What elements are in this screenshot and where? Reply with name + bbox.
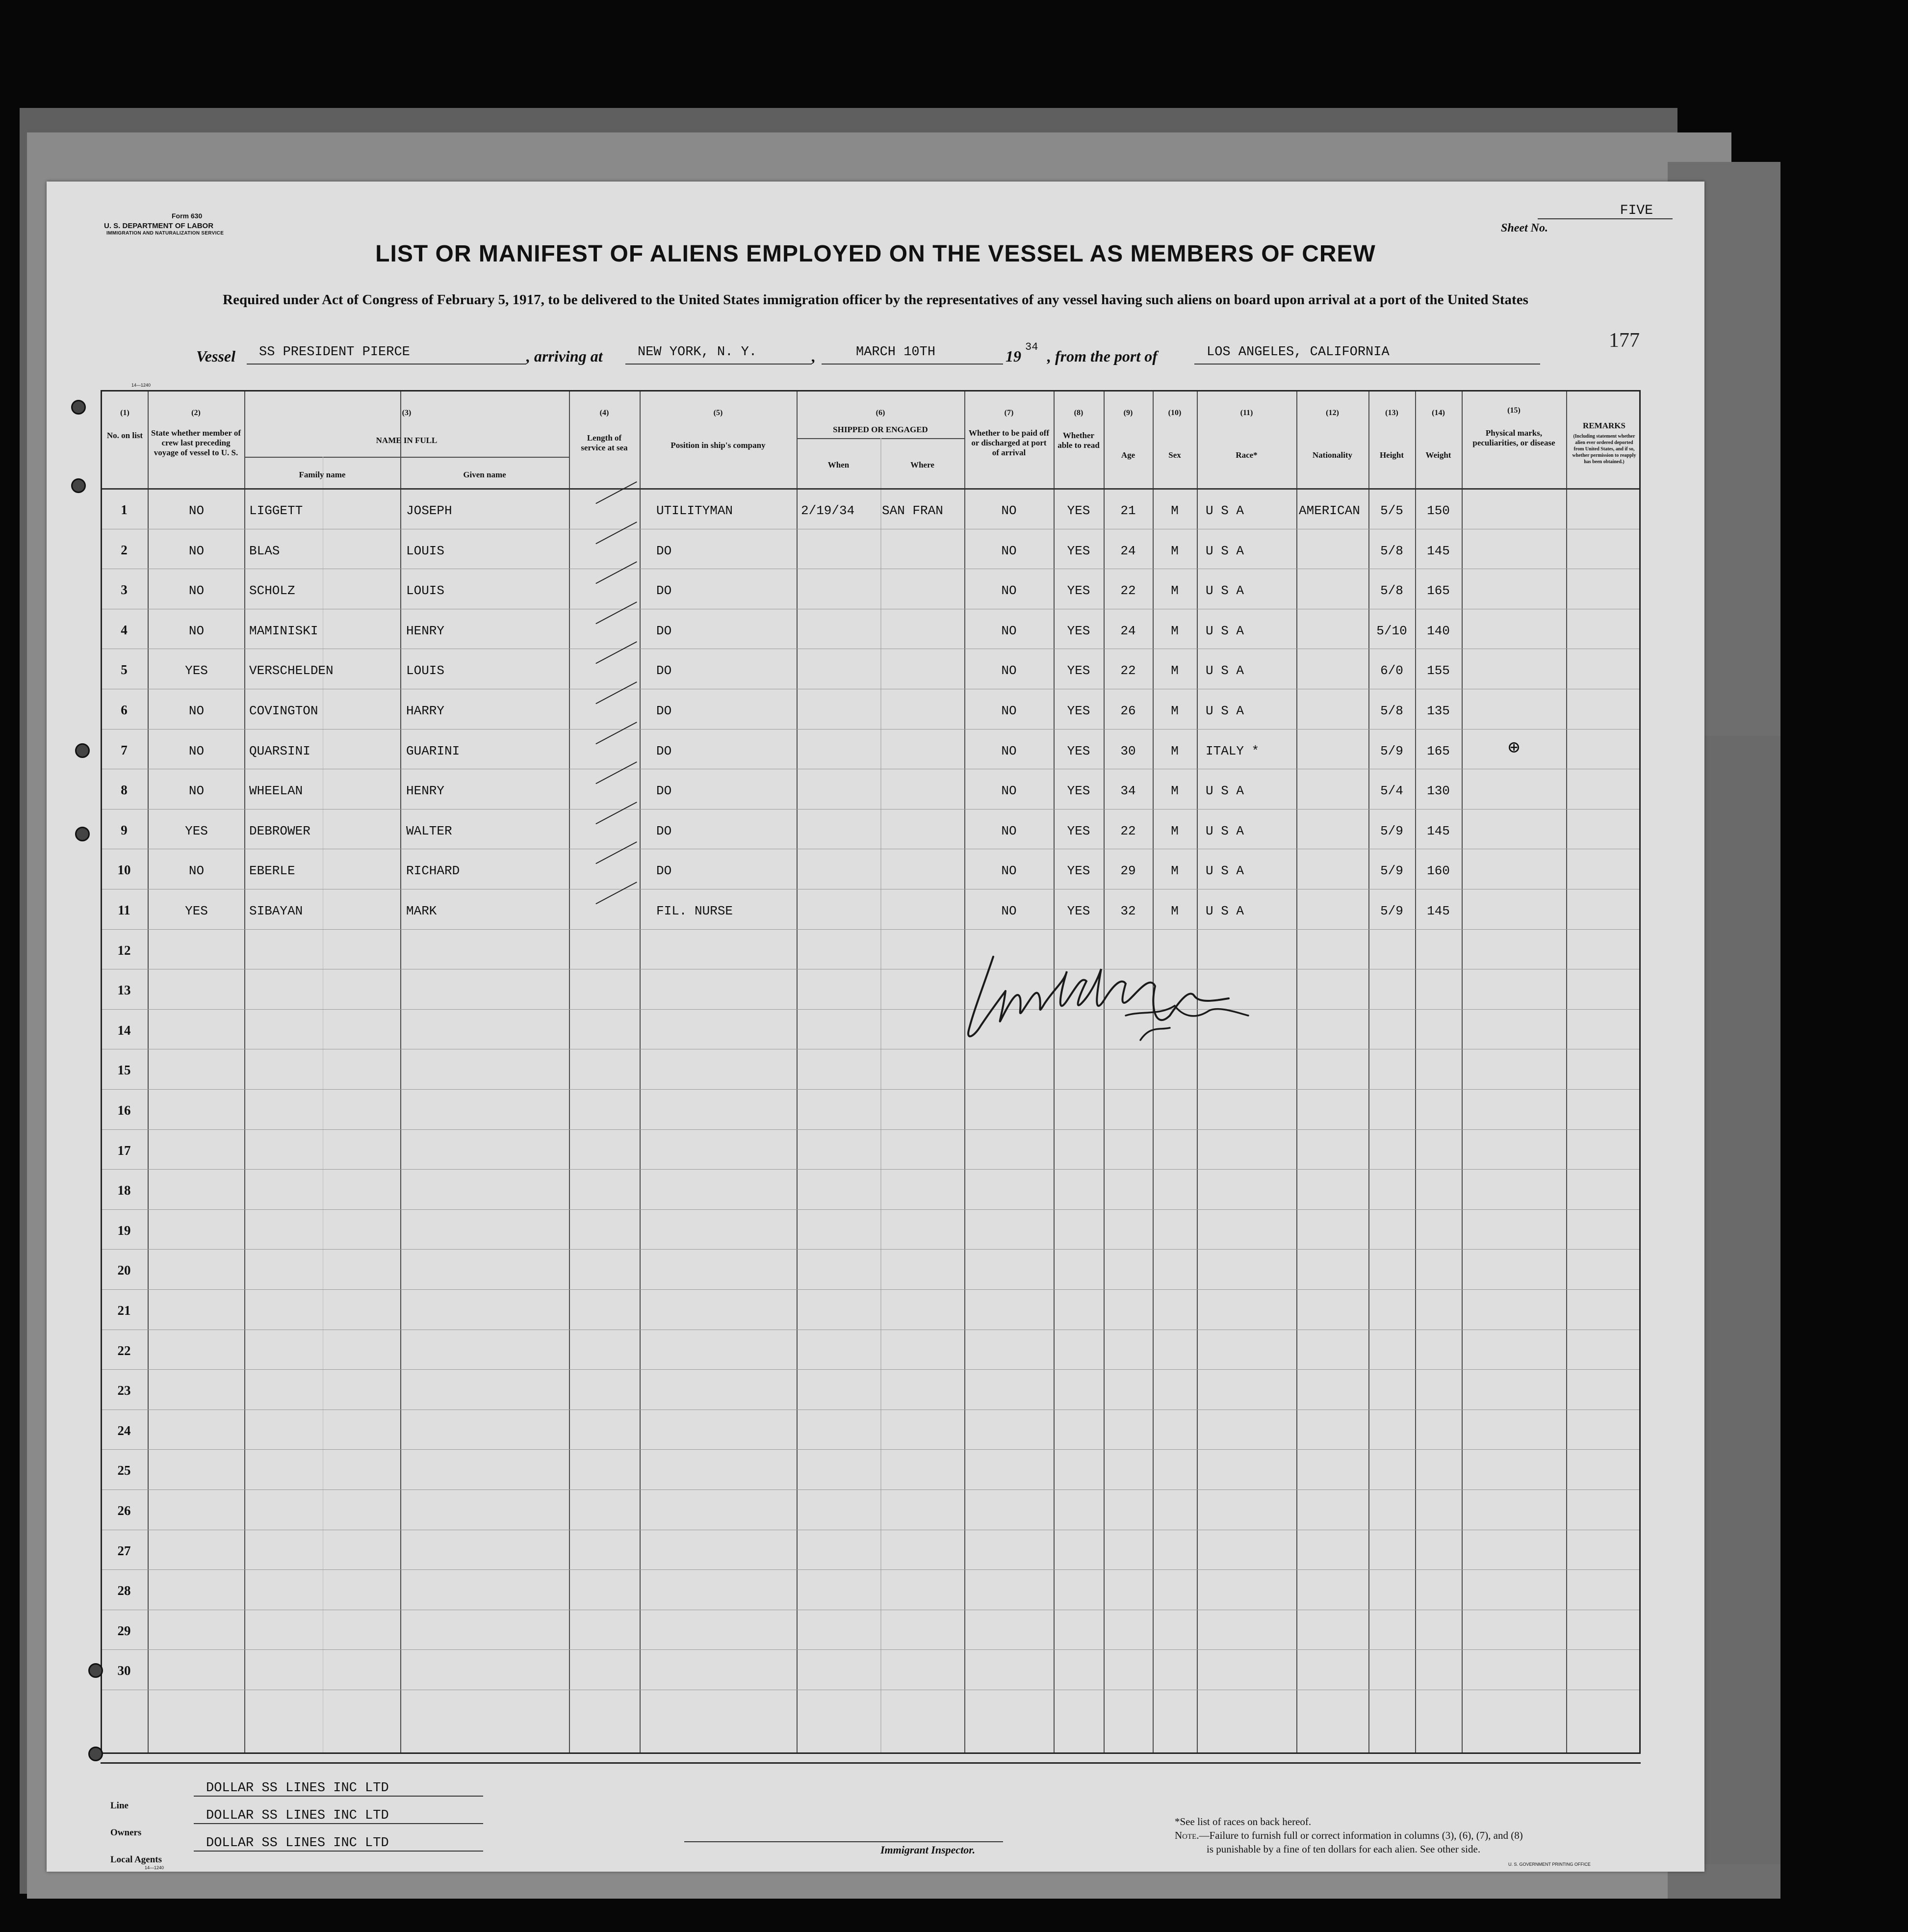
cell-paid: NO <box>1001 743 1017 758</box>
row-number: 28 <box>117 1583 131 1598</box>
col-header-sex: Sex <box>1168 450 1181 460</box>
table-row <box>102 1129 1639 1170</box>
col-header-when: When <box>827 460 850 470</box>
cell-given: LOUIS <box>406 583 445 599</box>
table-row <box>102 1410 1639 1450</box>
table-row <box>102 1089 1639 1129</box>
sheet-number-value: FIVE <box>1538 203 1673 219</box>
cell-sex: M <box>1171 623 1179 638</box>
cell-position: DO <box>656 823 672 838</box>
cell-race: U S A <box>1206 823 1244 838</box>
table-row <box>102 529 1639 569</box>
table-row <box>102 809 1639 849</box>
cell-prev: YES <box>185 904 208 918</box>
arrival-date: MARCH 10TH <box>822 345 1003 365</box>
cell-weight: 160 <box>1427 863 1450 879</box>
cell-read: YES <box>1067 743 1090 758</box>
cell-weight: 155 <box>1427 663 1450 679</box>
cell-given: GUARINI <box>406 743 460 758</box>
cell-age: 30 <box>1120 743 1136 758</box>
cell-height: 5/8 <box>1380 704 1403 718</box>
col-header-name: NAME IN FULL <box>376 436 438 445</box>
cell-height: 5/10 <box>1376 623 1407 638</box>
agents-value: DOLLAR SS LINES INC LTD <box>194 1836 483 1852</box>
page-number: 177 <box>1609 329 1640 352</box>
row-number: 15 <box>117 1063 131 1078</box>
col-header-length-of-service: Length of service at sea <box>581 433 628 452</box>
cell-paid: NO <box>1001 543 1017 558</box>
cell-race: U S A <box>1206 543 1244 558</box>
crew-table: 14—1240 (1) No. on list (2) State whether member of crew last preceding voyage of vessel to U. S. (3) NAME IN FULL Family name Given name (4) Length of service at sea (5) Position in ship's company (6) SHIPPED OR ENGAGED When Where (7) Whether to be paid off or discharged at port of arrival (8) Whether able to read (9) Age (10) Sex (11) Race* (12) Nationality (13) Height (14) Weight (15) Physical marks, peculiarities, or disease REMARKS (Including statement whether alien ever ordered deported from United States, and if so, whether permission to reapply has been obtained.) 1 NO LIGGETT JOSEPH UTILITYMAN 2/19/34 SAN FRAN NO YES 21 M U S A AMERICAN 5/5 150 2 NO BLAS LOUIS DO NO YES 24 M U S A 5/8 145 3 NO SCHOLZ LOUIS DO NO YES 22 M U S A 5/8 165 4 NO MAMINISKI HENRY DO NO YES 24 M U S A 5/10 140 5 YES VERSCHELDEN LOUIS DO NO YES 22 M U S A 6/0 155 6 NO COVINGTON HARRY DO NO YES 26 M U S A 5/8 135 7 NO QUARSINI GUARINI DO NO YES 30 M ITALY * 5/9 165 ⊕ 8 NO WHEELAN HENRY DO NO YES 34 M U S A 5/4 130 9 YES DEBROWER WALTER DO NO YES 22 M U S A 5/9 145 10 NO EBERLE RICHARD DO NO YES 29 M U S A 5/9 160 11 YES SIBAYAN MARK FIL. NURSE NO YES 32 M U S A 5/9 145 12 13 14 15 16 17 18 19 20 21 22 23 24 25 26 27 28 29 30 <box>101 390 1641 1754</box>
row-number: 14 <box>117 1022 131 1038</box>
table-row <box>102 1009 1639 1049</box>
cell-position: FIL. NURSE <box>656 904 733 918</box>
cell-nationality: AMERICAN <box>1299 503 1360 518</box>
table-row <box>102 1249 1639 1289</box>
cell-prev: NO <box>188 503 205 518</box>
line-label: Line <box>110 1801 129 1811</box>
cell-family: SIBAYAN <box>249 904 303 918</box>
row-number: 24 <box>117 1423 131 1438</box>
col-header-where: Where <box>910 460 934 470</box>
cell-weight: 130 <box>1427 783 1450 799</box>
table-row <box>102 1169 1639 1209</box>
sheet-number-label: Sheet No. <box>1501 222 1548 235</box>
row-number: 5 <box>121 662 128 678</box>
col-header-weight: Weight <box>1425 450 1451 460</box>
table-row <box>102 1289 1639 1330</box>
col-header-able-to-read: Whether able to read <box>1057 431 1100 450</box>
table-row <box>102 849 1639 889</box>
col-header-height: Height <box>1379 450 1404 460</box>
arriving-port: NEW YORK, N. Y. <box>625 345 812 365</box>
cell-prev: NO <box>188 783 205 799</box>
table-row <box>102 1449 1639 1489</box>
row-number: 18 <box>117 1183 131 1198</box>
row-number: 1 <box>121 502 128 517</box>
cell-prev: YES <box>185 663 208 679</box>
inspector-signature <box>964 942 1268 1060</box>
vessel-label: Vessel <box>196 347 235 365</box>
cell-race: ITALY * <box>1206 743 1260 758</box>
year-suffix: 34 <box>1025 341 1038 353</box>
cell-read: YES <box>1067 704 1090 718</box>
table-row <box>102 689 1639 729</box>
cell-position: DO <box>656 623 672 638</box>
cell-height: 5/9 <box>1380 904 1403 918</box>
cell-sex: M <box>1171 904 1179 918</box>
table-row <box>102 1649 1639 1690</box>
cell-read: YES <box>1067 543 1090 558</box>
cell-read: YES <box>1067 783 1090 799</box>
cell-sex: M <box>1171 783 1179 799</box>
cell-prev: NO <box>188 623 205 638</box>
cell-paid: NO <box>1001 904 1017 918</box>
punch-hole <box>88 1663 103 1678</box>
note-line-1: —Failure to furnish full or correct information in columns (3), (6), (7), and (8) <box>1199 1829 1523 1841</box>
table-row <box>102 1369 1639 1410</box>
cell-age: 22 <box>1120 823 1136 838</box>
table-row <box>102 1569 1639 1610</box>
row-number: 12 <box>117 942 131 958</box>
vessel-name: SS PRESIDENT PIERCE <box>247 345 526 365</box>
col-header-shipped: SHIPPED OR ENGAGED <box>833 425 928 434</box>
cell-race: U S A <box>1206 583 1244 599</box>
cell-position: DO <box>656 743 672 758</box>
cell-family: COVINGTON <box>249 704 318 718</box>
cell-given: HENRY <box>406 783 445 799</box>
row-number: 13 <box>117 983 131 998</box>
from-port-label: , from the port of <box>1047 347 1158 365</box>
manifest-sheet: Form 630 U. S. DEPARTMENT OF LABOR IMMIGRATION AND NATURALIZATION SERVICE Sheet No. FIVE LIST OR MANIFEST OF ALIENS EMPLOYED ON THE VESSEL AS MEMBERS OF CREW Required under Act of Congress of February 5, 1917, to be delivered to the United States immigration officer by the representatives of any vessel having such aliens on board upon arrival at a port of the United States 177 Vessel SS PRESIDENT PIERCE , arriving at NEW YORK, N. Y. , MARCH 10TH 19 34 , from the port of LOS ANGELES, CALIFORNIA 14—1240 (1) No. on list (2) State whether member of crew last preceding voyage of vessel to U. S. (3) NAME IN FULL Family name Given name (4) Length of service at sea (5) Position in ship's company (6) SHIPPED OR ENGAGED When Where (7) Whether to be paid off or discharged at port of arrival (8) Whether able to read (9) Age (10) Sex (11) Race* (12) Nationality (13) Height (14) Weight (15) Physical marks, peculiarities, or disease REMARKS (Including statement whether alien ever ordered deported from United States, and if so, whether permission to reapply has been obtained.) 1 NO LIGGETT JOSEPH UTILITYMAN 2/19/34 SAN FRAN NO YES 21 M U S A AMERICAN 5/5 150 2 NO BLAS LOUIS DO NO YES 24 M U S A 5/8 145 3 NO SCHOLZ LOUIS DO NO YES 22 M U S A 5/8 165 4 NO MAMINISKI HENRY DO NO YES 24 M U S A 5/10 140 5 YES VERSCHELDEN LOUIS DO NO YES 22 M U S A 6/0 155 6 NO COVINGTON HARRY DO NO YES 26 M U S A 5/8 135 7 NO QUARSINI GUARINI DO NO YES 30 M ITALY * 5/9 165 ⊕ 8 NO WHEELAN HENRY DO NO YES 34 M U S A 5/4 130 9 YES DEBROWER WALTER DO NO YES 22 M U S A 5/9 145 10 NO EBERLE RICHARD DO NO YES 29 M U S A 5/9 160 11 YES SIBAYAN MARK FIL. NURSE NO YES 32 M U S A 5/9 145 12 13 14 15 16 17 18 19 20 21 22 23 24 25 26 27 28 29 30 DOLLAR SS LINES INC LTD Line DOLLAR SS LINES INC LTD Owners DOLLAR SS LINES INC LTD Local Agents 14—1240 Immigrant Inspector. *See list of races on back hereof. Note.—Failure to furnish full or correct information in columns (3), (6), (7), and (8) is punishable by a fine of ten dollars for each alien. See other side. U. S. GOVERNMENT PRINTING OFFICE <box>47 182 1704 1872</box>
owners-label: Owners <box>110 1828 142 1838</box>
col-header-paid-off: Whether to be paid off or discharged at port of arrival <box>968 428 1049 457</box>
row-number: 17 <box>117 1143 131 1158</box>
cell-read: YES <box>1067 503 1090 518</box>
table-row <box>102 769 1639 809</box>
note-label: Note. <box>1175 1829 1199 1841</box>
cell-paid: NO <box>1001 783 1017 799</box>
cell-position: DO <box>656 663 672 679</box>
cell-race: U S A <box>1206 704 1244 718</box>
cell-read: YES <box>1067 904 1090 918</box>
row-number: 10 <box>117 862 131 878</box>
punch-hole <box>88 1747 103 1761</box>
cell-prev: NO <box>188 743 205 758</box>
cell-given: LOUIS <box>406 663 445 679</box>
row-number: 19 <box>117 1223 131 1238</box>
form-number: Form 630 <box>172 212 203 220</box>
cell-race: U S A <box>1206 863 1244 879</box>
col-header-previous-voyage: State whether member of crew last preceding voyage of vessel to U. S. <box>151 428 241 457</box>
row-number: 20 <box>117 1263 131 1278</box>
cell-height: 5/8 <box>1380 583 1403 599</box>
form-code-bottom: 14—1240 <box>145 1865 164 1870</box>
cell-weight: 150 <box>1427 503 1450 518</box>
col-header-physical-marks: Physical marks, peculiarities, or disease <box>1472 428 1555 447</box>
cell-family: DEBROWER <box>249 823 310 838</box>
row-number: 21 <box>117 1303 131 1318</box>
cell-age: 24 <box>1120 623 1136 638</box>
table-row <box>102 929 1639 969</box>
col-header-number: No. on list <box>106 431 143 440</box>
form-code-top: 14—1240 <box>131 383 151 388</box>
cell-age: 26 <box>1120 704 1136 718</box>
row-number: 3 <box>121 582 128 598</box>
cell-sex: M <box>1171 543 1179 558</box>
cell-age: 22 <box>1120 583 1136 599</box>
cell-weight: 145 <box>1427 823 1450 838</box>
cell-race: U S A <box>1206 623 1244 638</box>
cell-read: YES <box>1067 583 1090 599</box>
row-number: 2 <box>121 542 128 557</box>
cell-sex: M <box>1171 743 1179 758</box>
cell-height: 5/9 <box>1380 863 1403 879</box>
cell-paid: NO <box>1001 823 1017 838</box>
col-header-position: Position in ship's company <box>670 441 766 450</box>
table-row <box>102 609 1639 649</box>
year-prefix: 19 <box>1006 347 1021 365</box>
punch-hole <box>75 743 90 758</box>
table-row <box>102 969 1639 1009</box>
cell-race: U S A <box>1206 663 1244 679</box>
row-number: 16 <box>117 1103 131 1118</box>
cell-race: U S A <box>1206 783 1244 799</box>
table-row <box>102 1530 1639 1570</box>
cell-family: WHEELAN <box>249 783 303 799</box>
cell-paid: NO <box>1001 503 1017 518</box>
cell-given: WALTER <box>406 823 452 838</box>
cell-paid: NO <box>1001 623 1017 638</box>
row-number: 6 <box>121 703 128 717</box>
cell-sex: M <box>1171 583 1179 599</box>
from-port: LOS ANGELES, CALIFORNIA <box>1194 345 1540 365</box>
cell-read: YES <box>1067 623 1090 638</box>
cell-weight: 145 <box>1427 904 1450 918</box>
cell-family: SCHOLZ <box>249 583 295 599</box>
cell-position: DO <box>656 704 672 718</box>
cell-given: MARK <box>406 904 437 918</box>
cell-prev: YES <box>185 823 208 838</box>
cell-paid: NO <box>1001 704 1017 718</box>
service-length-mark <box>595 481 637 504</box>
col-header-given-name: Given name <box>463 470 506 479</box>
cell-given: HENRY <box>406 623 445 638</box>
cell-weight: 140 <box>1427 623 1450 638</box>
department-name: U. S. DEPARTMENT OF LABOR <box>104 222 214 230</box>
col-header-nationality: Nationality <box>1312 450 1353 460</box>
agents-label: Local Agents <box>110 1854 162 1865</box>
cell-sex: M <box>1171 704 1179 718</box>
cell-family: BLAS <box>249 543 280 558</box>
cell-prev: NO <box>188 704 205 718</box>
cell-weight: 135 <box>1427 704 1450 718</box>
cell-height: 5/8 <box>1380 543 1403 558</box>
row-number: 30 <box>117 1663 131 1678</box>
row-number: 8 <box>121 783 128 798</box>
cell-prev: NO <box>188 543 205 558</box>
row-number: 26 <box>117 1503 131 1518</box>
cell-family: MAMINISKI <box>249 623 318 638</box>
cell-given: RICHARD <box>406 863 460 879</box>
note-line-2: is punishable by a fine of ten dollars for each alien. See other side. <box>1207 1843 1481 1855</box>
printing-office: U. S. GOVERNMENT PRINTING OFFICE <box>1508 1862 1591 1867</box>
row-number: 25 <box>117 1463 131 1478</box>
cell-paid: NO <box>1001 863 1017 879</box>
cell-family: LIGGETT <box>249 503 303 518</box>
row-number: 9 <box>121 822 128 837</box>
cell-race: U S A <box>1206 503 1244 518</box>
row-number: 23 <box>117 1383 131 1398</box>
punch-hole <box>71 400 86 415</box>
page-subtitle: Required under Act of Congress of February 5, 1917, to be delivered to the United States immigration officer by the representatives of any vessel having such aliens on board upon arrival at a port of the United States <box>223 292 1528 308</box>
table-row <box>102 649 1639 689</box>
cell-read: YES <box>1067 863 1090 879</box>
service-name: IMMIGRATION AND NATURALIZATION SERVICE <box>106 231 224 236</box>
cell-paid: NO <box>1001 583 1017 599</box>
col-header-remarks: REMARKS <box>1583 421 1625 430</box>
table-row <box>102 729 1639 769</box>
table-row <box>102 1610 1639 1650</box>
cell-height: 6/0 <box>1380 663 1403 679</box>
cell-sex: M <box>1171 663 1179 679</box>
table-row <box>102 889 1639 929</box>
page-title: LIST OR MANIFEST OF ALIENS EMPLOYED ON THE VESSEL AS MEMBERS OF CREW <box>375 241 1376 267</box>
arriving-label: , arriving at <box>526 347 603 365</box>
cell-weight: 145 <box>1427 543 1450 558</box>
cell-given: JOSEPH <box>406 503 452 518</box>
row-number: 22 <box>117 1343 131 1358</box>
cell-marks: ⊕ <box>1508 737 1520 760</box>
cell-prev: NO <box>188 863 205 879</box>
table-row <box>102 569 1639 609</box>
col-header-age: Age <box>1121 450 1135 460</box>
cell-position: DO <box>656 863 672 879</box>
table-row <box>102 1330 1639 1370</box>
cell-age: 29 <box>1120 863 1136 879</box>
cell-age: 24 <box>1120 543 1136 558</box>
cell-position: DO <box>656 783 672 799</box>
cell-age: 32 <box>1120 904 1136 918</box>
cell-weight: 165 <box>1427 583 1450 599</box>
row-number: 11 <box>118 903 130 917</box>
cell-family: EBERLE <box>249 863 295 879</box>
cell-height: 5/9 <box>1380 743 1403 758</box>
table-row <box>102 489 1639 529</box>
inspector-label: Immigrant Inspector. <box>880 1844 976 1856</box>
cell-age: 22 <box>1120 663 1136 679</box>
line-value: DOLLAR SS LINES INC LTD <box>194 1781 483 1797</box>
cell-given: HARRY <box>406 704 445 718</box>
cell-when: 2/19/34 <box>801 503 855 518</box>
cell-family: QUARSINI <box>249 743 310 758</box>
cell-height: 5/9 <box>1380 823 1403 838</box>
cell-prev: NO <box>188 583 205 599</box>
cell-age: 34 <box>1120 783 1136 799</box>
col-header-race: Race* <box>1236 450 1258 460</box>
cell-sex: M <box>1171 503 1179 518</box>
cell-weight: 165 <box>1427 743 1450 758</box>
punch-hole <box>75 827 90 841</box>
cell-sex: M <box>1171 823 1179 838</box>
cell-age: 21 <box>1120 503 1136 518</box>
cell-read: YES <box>1067 663 1090 679</box>
col-header-family-name: Family name <box>299 470 346 479</box>
cell-where: SAN FRAN <box>882 503 943 518</box>
cell-position: DO <box>656 583 672 599</box>
cell-read: YES <box>1067 823 1090 838</box>
cell-height: 5/4 <box>1380 783 1403 799</box>
cell-paid: NO <box>1001 663 1017 679</box>
row-number: 27 <box>117 1543 131 1558</box>
cell-position: DO <box>656 543 672 558</box>
table-row <box>102 1049 1639 1089</box>
row-number: 4 <box>121 622 128 637</box>
cell-sex: M <box>1171 863 1179 879</box>
cell-position: UTILITYMAN <box>656 503 733 518</box>
cell-given: LOUIS <box>406 543 445 558</box>
punch-hole <box>71 478 86 493</box>
cell-race: U S A <box>1206 904 1244 918</box>
row-number: 29 <box>117 1623 131 1638</box>
table-row <box>102 1209 1639 1250</box>
table-row <box>102 1489 1639 1530</box>
row-number: 7 <box>121 742 128 757</box>
cell-height: 5/5 <box>1380 503 1403 518</box>
col-header-remarks-note: (Including statement whether alien ever ordered deported from United States, and if so, whether permission to reapply has been obtained.) <box>1572 434 1636 465</box>
cell-family: VERSCHELDEN <box>249 663 334 679</box>
races-note: *See list of races on back hereof. <box>1175 1816 1312 1828</box>
owners-value: DOLLAR SS LINES INC LTD <box>194 1808 483 1824</box>
